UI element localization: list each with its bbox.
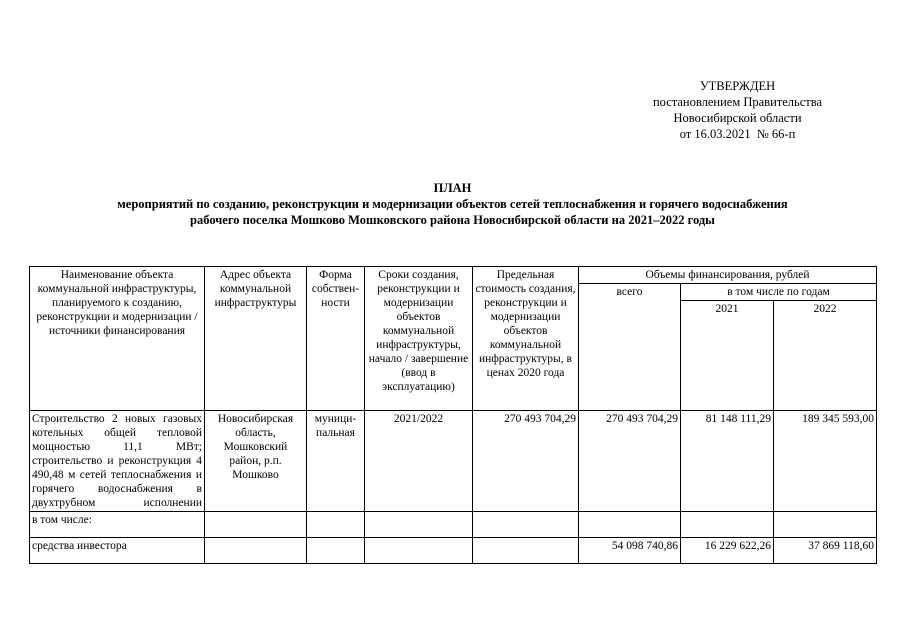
cost-cell: 270 493 704,29 [473,411,579,512]
empty-cell [473,538,579,564]
approval-authority: постановлением Правительства [652,95,823,109]
empty-cell [579,512,681,538]
plan-table [29,266,877,564]
empty-cell [365,538,473,564]
empty-cell [307,512,365,538]
empty-cell [365,512,473,538]
empty-cell [473,512,579,538]
ownership-cell: муници-пальная [307,411,365,512]
total-cell: 270 493 704,29 [579,411,681,512]
header-total: всего [579,284,681,411]
header-name: Наименование объекта коммунальной инфраструктуры, планируемого к созданию, реконструкции и модернизации / источники финансирования [30,267,205,411]
empty-cell [774,512,877,538]
object-name-cell: Строительство 2 новых газовых котельных общей тепловой мощностью 11,1 МВт; строительство и реконструкция 4 490,48 м сетей теплоснабжения и горячего водоснабжения в двухтрубном исполнении [30,411,205,512]
investor-2021-cell: 16 229 622,26 [681,538,774,564]
document-title [0,180,905,228]
object-address-cell: Новосибирская область, Мошковский район, р.п. Мошково [205,411,307,512]
approval-region: Новосибирской области [673,111,802,125]
investor-total-cell: 54 098 740,86 [579,538,681,564]
empty-cell [307,538,365,564]
header-by-years: в том числе по годам [681,284,877,301]
header-year-2021: 2021 [681,301,774,411]
investor-2022-cell: 37 869 118,60 [774,538,877,564]
approval-stamp [620,78,855,142]
table-row [30,512,877,538]
title-subject: мероприятий по созданию, реконструкции и модернизации объектов сетей теплоснабжения и горячего водоснабжения [117,197,788,211]
subtotal-label-cell: в том числе: [30,512,205,538]
header-ownership: Форма собствен-ности [307,267,365,411]
title-location: рабочего поселка Мошково Мошковского района Новосибирской области на 2021–2022 годы [190,213,715,227]
source-investor-cell: средства инвестора [30,538,205,564]
header-terms: Сроки создания, реконструкции и модернизации объектов коммунальной инфраструктуры, начало / завершение (ввод в эксплуатацию) [365,267,473,411]
empty-cell [205,538,307,564]
header-row-1 [30,267,877,284]
approval-heading: УТВЕРЖДЕН [699,79,776,93]
header-year-2022: 2022 [774,301,877,411]
header-cost: Предельная стоимость создания, реконструкции и модернизации объектов коммунальной инфраструктуры, в ценах 2020 года [473,267,579,411]
approval-date-number: от 16.03.2021 № 66-п [679,127,796,141]
header-address: Адрес объекта коммунальной инфраструктуры [205,267,307,411]
empty-cell [205,512,307,538]
title-heading: ПЛАН [433,181,472,195]
terms-cell: 2021/2022 [365,411,473,512]
year-2021-cell: 81 148 111,29 [681,411,774,512]
table-row [30,411,877,512]
year-2022-cell: 189 345 593,00 [774,411,877,512]
empty-cell [681,512,774,538]
table-row [30,538,877,564]
header-financing: Объемы финансирования, рублей [579,267,877,284]
